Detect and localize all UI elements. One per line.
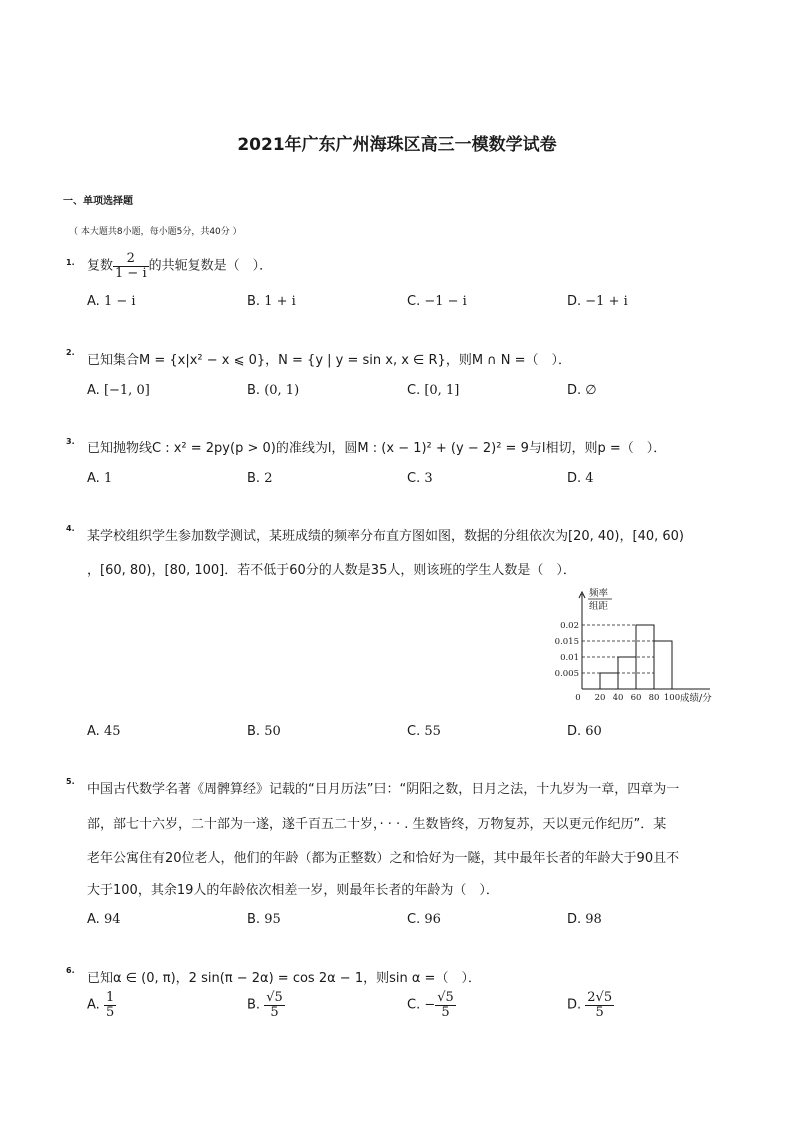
option-d[interactable]: D. −1 + i (567, 294, 628, 309)
fraction-numerator: 2 (126, 251, 135, 266)
option-c[interactable]: C. 96 (407, 912, 441, 927)
question-3-stem: 已知抛物线C : x² = 2py(p > 0)的准线为l，圆M : (x − 1)² + (y − 2)² = 9与l相切，则p =（ ）． (87, 441, 667, 456)
option-a[interactable]: A. 45 (87, 724, 121, 739)
x-tick-label: 0 (575, 693, 581, 703)
y-axis-label-numerator: 频率 (589, 588, 609, 599)
histogram-bar (654, 641, 672, 689)
option-b[interactable]: B. 1 + i (247, 294, 296, 309)
section-heading: 一、单项选择题 (63, 196, 133, 207)
question-5-line-1: 中国古代数学名著《周髀算经》记载的“日月历法”曰：“阴阳之数，日月之法，十九岁为一章，四章为一 (87, 782, 680, 797)
fraction: $\frac{2√5}{5}$ (587, 990, 613, 1020)
question-number: 1. (66, 258, 75, 267)
x-tick-label: 80 (648, 693, 660, 703)
question-6-stem: 已知α ∈ (0, π)，2 sin(π − 2α) = cos 2α − 1，则sin α =（ ）． (87, 971, 481, 986)
option-a[interactable]: A. 94 (87, 912, 121, 927)
option-c[interactable]: C. 3 (407, 471, 433, 486)
y-tick-label: 0.01 (560, 653, 579, 663)
x-tick-label: 40 (612, 693, 624, 703)
fraction: $\frac{1}{5}$ (105, 990, 115, 1020)
y-tick-label: 0.005 (554, 669, 579, 679)
option-a[interactable]: A. [−1, 0] (87, 383, 150, 398)
question-1-stem (87, 252, 272, 280)
fraction: $\frac{√5}{5}$ (437, 990, 454, 1020)
option-d[interactable]: D. 98 (567, 912, 602, 927)
option-a[interactable]: A. $\frac{1}{5}$ (87, 990, 115, 1020)
y-tick-label: 0.02 (560, 621, 579, 631)
option-a[interactable]: A. 1 (87, 471, 113, 486)
question-4-line-2: ，[60, 80)，[80, 100]．若不低于60分的人数是35人，则该班的学生人数是（ ）． (87, 563, 576, 578)
question-number: 3. (66, 437, 75, 446)
question-text: 的共轭复数是（ ）． (148, 258, 273, 274)
option-b[interactable]: B. 95 (247, 912, 281, 927)
question-2-stem: 已知集合M = {x|x² − x ⩽ 0}，N = {y | y = sin x, x ∈ R}，则M ∩ N =（ ）． (87, 353, 572, 368)
histogram-chart (548, 588, 738, 706)
fraction (113, 252, 149, 280)
option-d[interactable]: D. $\frac{2√5}{5}$ (567, 990, 613, 1020)
y-tick-label: 0.015 (554, 637, 579, 647)
option-b[interactable]: B. (0, 1) (247, 383, 300, 398)
x-tick-label: 20 (594, 693, 606, 703)
question-5-line-2: 部，部七十六岁，二十部为一遂，遂千百五二十岁，· · · . 生数皆终，万物复苏，天以更元作纪历”．某 (87, 817, 667, 832)
question-5-line-3: 老年公寓住有20位老人，他们的年龄（都为正整数）之和恰好为一隧，其中最年长者的年龄大于90且不 (87, 851, 680, 866)
x-tick-label: 100 (663, 693, 681, 703)
x-tick-label: 60 (630, 693, 642, 703)
question-number: 2. (66, 348, 75, 357)
option-d[interactable]: D. 60 (567, 724, 602, 739)
option-c[interactable]: C. − $\frac{√5}{5}$ (407, 990, 454, 1020)
section-note: （ 本大题共8小题，每小题5分，共40分 ） (69, 227, 242, 237)
x-axis-label: 成绩/分 (680, 693, 712, 704)
question-number: 5. (66, 777, 75, 786)
option-b[interactable]: B. $\frac{√5}{5}$ (247, 990, 283, 1020)
question-5-line-4: 大于100，其余19人的年龄依次相差一岁，则最年长者的年龄为（ ）． (87, 883, 499, 898)
y-axis-label-denominator: 组距 (589, 601, 609, 612)
question-number: 6. (66, 966, 75, 975)
option-c[interactable]: C. 55 (407, 724, 441, 739)
page-title: 2021年广东广州海珠区高三一模数学试卷 (237, 135, 557, 155)
option-d[interactable]: D. 4 (567, 471, 594, 486)
question-text: 复数 (87, 258, 114, 274)
option-d[interactable]: D. ∅ (567, 383, 597, 398)
option-b[interactable]: B. 50 (247, 724, 281, 739)
option-b[interactable]: B. 2 (247, 471, 273, 486)
option-a[interactable]: A. 1 − i (87, 294, 136, 309)
fraction-denominator: 1 − i (115, 265, 147, 281)
question-4-line-1: 某学校组织学生参加数学测试，某班成绩的频率分布直方图如图，数据的分组依次为[20, 40)，[40, 60) (87, 529, 684, 544)
histogram-bar (600, 673, 618, 689)
option-c[interactable]: C. −1 − i (407, 294, 467, 309)
fraction: $\frac{√5}{5}$ (266, 990, 283, 1020)
option-c[interactable]: C. [0, 1] (407, 383, 460, 398)
histogram-svg (548, 588, 738, 706)
question-number: 4. (66, 524, 75, 533)
